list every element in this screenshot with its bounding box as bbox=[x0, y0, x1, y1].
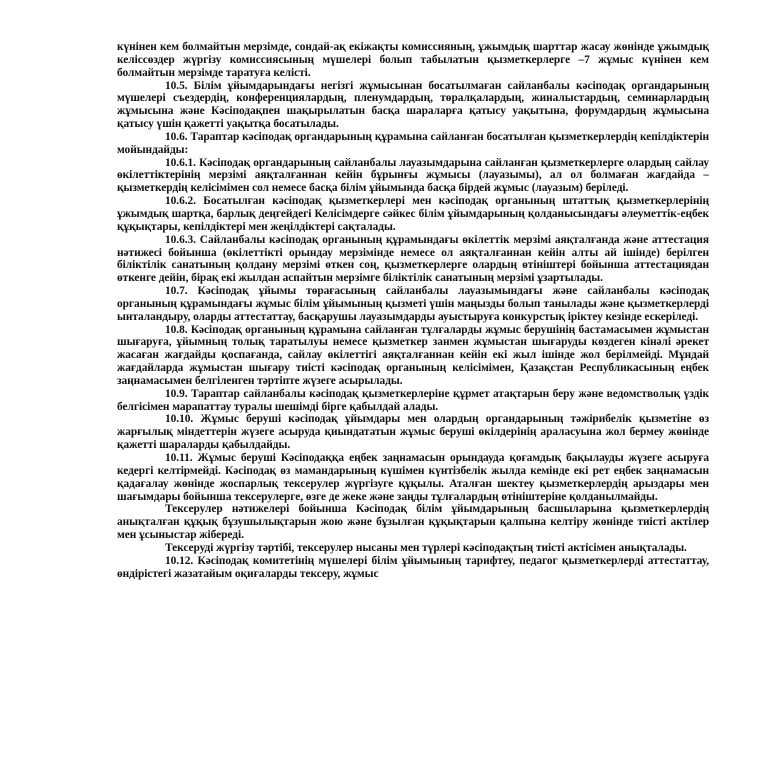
paragraph-10-12: 10.12. Кәсіподақ комитетінің мүшелері білім ұйымының тарифтеу, педагог қызметкерлерді аттестаттау, өндірістегі жазатайым оқиғаларды тексеру, жұмыс bbox=[117, 554, 709, 580]
document-body bbox=[117, 41, 709, 580]
paragraph-inspection-results: Тексерулер нәтижелері бойынша Кәсіподақ білім ұйымдарының басшыларына қызметкерлердің анықталған құқық бұзушылықтарын жою және бұзылған құқықтарын қалпына келтіру жөнінде тиісті актілер мен ұсыныстар жібереді. bbox=[117, 503, 709, 542]
paragraph-10-10: 10.10. Жұмыс беруші кәсіподақ ұйымдары мен олардың органдарының тәжірибелік қызметіне өз жарғылық міндеттерін жүзеге асыруда қиындататын жұмыс беруші өкілдерінің араласуына жол бермеу жөнінде қажетті шараларды қабылдайды. bbox=[117, 413, 709, 452]
paragraph-10-6: 10.6. Тараптар кәсіподақ органдарының құрамына сайланған босатылған қызметкерлердің кепілдіктерін мойындайды: bbox=[117, 130, 709, 156]
paragraph-10-11: 10.11. Жұмыс беруші Кәсіподаққа еңбек заңнамасын орындауда қоғамдық бақылауды жүзеге асыруға кедергі келтірмейді. Кәсіподақ өз мамандарының күшімен күнтізбелік жылда кемінде екі рет еңбек заңнамасын қадағалау жөнінде жоспарлық тексерулер жүргізуге құқылы. Аталған шектеу қызметкерлердің арыздары мен шағымдары бойынша тексерулерге, өзге де жеке және заңды тұлғалардың өтініштеріне қолданылмайды. bbox=[117, 452, 709, 503]
paragraph-10-6-2: 10.6.2. Босатылған кәсіподақ қызметкерлері мен кәсіподақ органының штаттық қызметкерлерінің ұжымдық шартқа, барлық деңгейдегі Келісімдерге сәйкес білім ұйымдарының қолданысындағы әлеуметтік-еңбек құқықтары, кепілдіктері мен жеңілдіктері сақталады. bbox=[117, 195, 709, 233]
paragraph-10-6-1: 10.6.1. Кәсіподақ органдарының сайланбалы лауазымдарына сайланған қызметкерлерге олардың сайлау өкілеттіктерінің мерзімі аяқталғаннан кейін бұрынғы жұмысы (лауазымы), ал ол болмаған жағдайда – қызметкердің келісімімен сол немесе басқа білім ұйымында басқа бірдей жұмыс (лауазым) беріледі. bbox=[117, 156, 709, 195]
paragraph-10-8: 10.8. Кәсіподақ органының құрамына сайланған тұлғаларды жұмыс берушінің бастамасымен жұмыстан шығаруға, ұйымның толық таратылуы немесе қызметкер занмен жұмыстан шығаруды көздеген кінәлі әрекет жасаған жағдайды қоспағанда, сайлау өкілеттігі аяқталғаннан кейін екі жыл ішінде жол берілмейді. Мұндай жағдайларда жұмыстан шығару тиісті кәсіподақ органының келісімімен, Қазақстан Республикасының еңбек заңнамасымен белгіленген тәртіпте жүзеге асырылады. bbox=[117, 323, 709, 387]
paragraph-10-6-3: 10.6.3. Сайланбалы кәсіподақ органының құрамындағы өкілеттік мерзімі аяқталғанда және аттестация нәтижесі бойынша (өкілеттікті орындау мерзімінде немесе ол аяқталғаннан кейін алты ай ішінде) берілген біліктілік санатының қолдану мерзімі өткен соң, қызметкерлерге олардың өтініштері бойынша аттестациядан өткенге дейін, бірақ екі жылдан аспайтын мерзімге біліктілік санатының мерзімі ұзартылады. bbox=[117, 233, 709, 285]
paragraph-10-9: 10.9. Тараптар сайланбалы кәсіподақ қызметкерлеріне құрмет атақтарын беру және ведомстволық үздік белгісімен марапаттау туралы шешімді бірге қабылдай алады. bbox=[117, 387, 709, 413]
paragraph-10-7: 10.7. Кәсіподақ ұйымы төрағасының сайланбалы лауазымындағы және сайланбалы кәсіподақ органының құрамындағы жұмыс білім ұйымының қызметі үшін маңызды болып танылады және қызметкерлерді ынталандыру, оларды аттестаттау, басқарушы лауазымдарды ауыстыруға конкурстық іріктеу кезінде ескеріледі. bbox=[117, 285, 709, 323]
paragraph-inspection-procedure: Тексеруді жүргізу тәртібі, тексерулер нысаны мен түрлері кәсіподақтың тиісті актісімен анықталады. bbox=[165, 541, 687, 554]
paragraph-10-5: 10.5. Білім ұйымдарындағы негізгі жұмысынан босатылмаған сайланбалы кәсіподақ органдарының мүшелері съездердің, конференциялардың, пленумдардың, төралқалардың, жиналыстардың, семинарлардың жұмысына және Кәсіподақпен шақырылатын басқа шараларға қатысу уақытына, форумдардың жұмысына қатысу үшін қажетті уақытқа босатылады. bbox=[117, 79, 709, 131]
paragraph-continuation: күнінен кем болмайтын мерзімде, сондай-ақ екіжақты комиссияның, ұжымдық шарттар жасау жөнінде ұжымдық келіссөздер жүргізу комиссиясының мүшелері болып табылатын қызметкерлерге –7 жұмыс күнінен кем болмайтын мерзімде таратуға келісті. bbox=[117, 41, 709, 79]
